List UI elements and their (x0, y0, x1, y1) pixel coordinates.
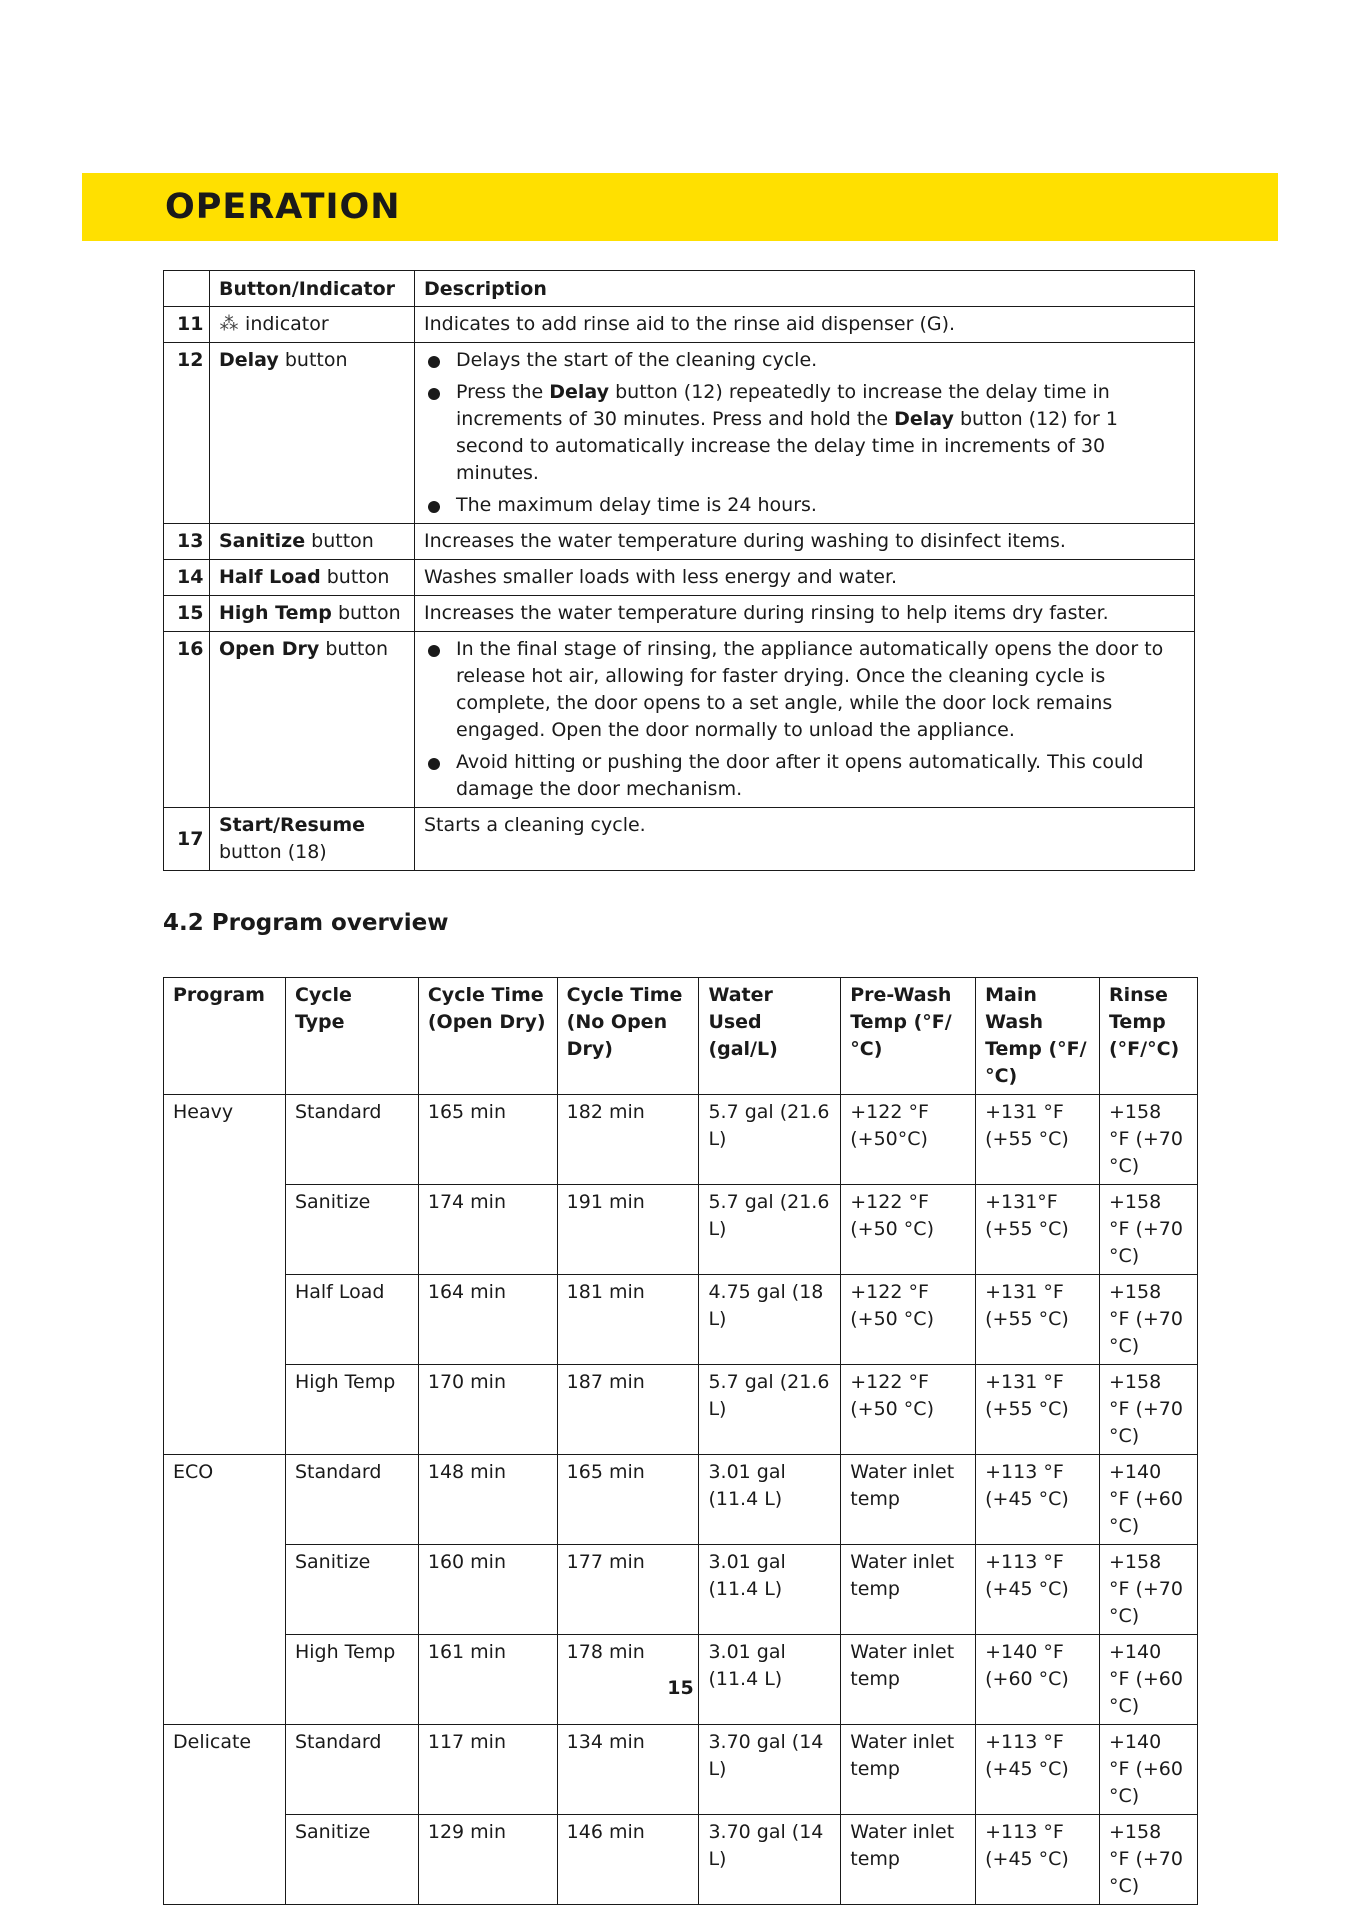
table-cell: Standard (285, 1095, 418, 1185)
bullet-item (424, 379, 1184, 487)
header-cell: Rinse Temp (°F/°C) (1100, 978, 1198, 1095)
table-cell: +140 °F (+60 °C) (976, 1635, 1100, 1725)
table-cell: +131 °F (+55 °C) (976, 1095, 1100, 1185)
table-cell: 3.01 gal (11.4 L) (699, 1635, 841, 1725)
table-cell: 187 min (557, 1365, 699, 1455)
table-row (164, 1275, 1198, 1365)
header-cell: Main Wash Temp (°F/°C) (976, 978, 1100, 1095)
table-cell: 191 min (557, 1185, 699, 1275)
table-cell: 3.01 gal (11.4 L) (699, 1545, 841, 1635)
table-row (164, 1455, 1198, 1545)
description-cell: Starts a cleaning cycle. (415, 808, 1195, 871)
button-label-suffix: indicator (245, 313, 329, 335)
table-row (164, 1815, 1198, 1905)
header-cell: Button/Indicator (210, 271, 415, 307)
indicator-row (164, 632, 1195, 808)
header-cell: Cycle Time (No Open Dry) (557, 978, 699, 1095)
text-part: button (12) repeatedly to increase the delay time in increments of 30 minutes. Press and hold the (456, 381, 1110, 430)
description-cell (415, 343, 1195, 524)
button-indicator-cell (210, 307, 415, 343)
table-cell: Standard (285, 1455, 418, 1545)
table-cell: Water inlet temp (841, 1635, 976, 1725)
table-cell: 148 min (418, 1455, 557, 1545)
header-cell: Description (415, 271, 1195, 307)
table-cell: 165 min (557, 1455, 699, 1545)
table-cell: 4.75 gal (18 L) (699, 1275, 841, 1365)
button-label-suffix: button (326, 566, 390, 588)
table-row (164, 1185, 1198, 1275)
header-cell: Cycle Type (285, 978, 418, 1095)
description-cell (415, 632, 1195, 808)
table-cell: Water inlet temp (841, 1455, 976, 1545)
bullet-item: The maximum delay time is 24 hours. (424, 492, 1184, 519)
table-cell: 117 min (418, 1725, 557, 1815)
table-cell: +140 °F (+60 °C) (1100, 1455, 1198, 1545)
table-cell: +158 °F (+70 °C) (1100, 1815, 1198, 1905)
table-cell: 165 min (418, 1095, 557, 1185)
program-name: Heavy (164, 1095, 286, 1455)
indicator-row (164, 524, 1195, 560)
bullet-item: Avoid hitting or pushing the door after it opens automatically. This could damage the door mechanism. (424, 749, 1184, 803)
table-cell: Sanitize (285, 1545, 418, 1635)
table-cell: 160 min (418, 1545, 557, 1635)
table-cell: 174 min (418, 1185, 557, 1275)
table-cell: Water inlet temp (841, 1815, 976, 1905)
table-cell: +158 °F (+70 °C) (1100, 1095, 1198, 1185)
button-indicator-cell (210, 596, 415, 632)
bold-term: Delay (894, 408, 954, 430)
button-indicator-cell (210, 560, 415, 596)
header-cell: Program (164, 978, 286, 1095)
button-name: High Temp (219, 602, 332, 624)
table-cell: +113 °F (+45 °C) (976, 1815, 1100, 1905)
table-cell: Half Load (285, 1275, 418, 1365)
bullet-item: Delays the start of the cleaning cycle. (424, 347, 1184, 374)
bullet-item: In the final stage of rinsing, the appliance automatically opens the door to release hot air, allowing for faster drying. Once the cleaning cycle is complete, the door opens to a set angle, while the door lock remains engaged. Open the door normally to unload the appliance. (424, 636, 1184, 744)
row-number: 16 (164, 632, 210, 808)
row-number: 17 (164, 808, 210, 871)
header-cell: Pre-Wash Temp (°F/°C) (841, 978, 976, 1095)
row-number: 15 (164, 596, 210, 632)
description-cell: Increases the water temperature during rinsing to help items dry faster. (415, 596, 1195, 632)
table-cell: 164 min (418, 1275, 557, 1365)
table-cell: 129 min (418, 1815, 557, 1905)
table-cell: +131 °F (+55 °C) (976, 1365, 1100, 1455)
table-cell: +158 °F (+70 °C) (1100, 1545, 1198, 1635)
indicator-table-header (164, 271, 1195, 307)
indicator-row (164, 560, 1195, 596)
table-cell: Water inlet temp (841, 1725, 976, 1815)
table-cell: 5.7 gal (21.6 L) (699, 1185, 841, 1275)
table-cell: 3.01 gal (11.4 L) (699, 1455, 841, 1545)
table-cell: +122 °F (+50°C) (841, 1095, 976, 1185)
table-cell: 3.70 gal (14 L) (699, 1725, 841, 1815)
table-cell: +113 °F (+45 °C) (976, 1725, 1100, 1815)
table-cell: Standard (285, 1725, 418, 1815)
bold-term: Delay (549, 381, 610, 403)
description-cell: Indicates to add rinse aid to the rinse aid dispenser (G). (415, 307, 1195, 343)
table-cell: +113 °F (+45 °C) (976, 1455, 1100, 1545)
description-cell: Increases the water temperature during washing to disinfect items. (415, 524, 1195, 560)
table-row (164, 1365, 1198, 1455)
indicator-row (164, 343, 1195, 524)
table-cell: Water inlet temp (841, 1545, 976, 1635)
table-cell: 146 min (557, 1815, 699, 1905)
table-row (164, 1095, 1198, 1185)
table-cell: +122 °F (+50 °C) (841, 1365, 976, 1455)
table-cell: 178 min (557, 1635, 699, 1725)
bullet-list (424, 636, 1184, 803)
table-cell: 134 min (557, 1725, 699, 1815)
section-banner (82, 173, 1278, 241)
page-number: 15 (667, 1677, 694, 1699)
header-cell: Cycle Time (Open Dry) (418, 978, 557, 1095)
table-cell: 181 min (557, 1275, 699, 1365)
button-label-suffix: button (311, 530, 374, 552)
button-indicator-cell (210, 524, 415, 560)
row-number: 13 (164, 524, 210, 560)
button-label-suffix: button (284, 349, 348, 371)
table-cell: 170 min (418, 1365, 557, 1455)
table-cell: Sanitize (285, 1185, 418, 1275)
rinse-aid-icon: ⁂ (219, 313, 239, 335)
table-cell: +131°F (+55 °C) (976, 1185, 1100, 1275)
table-cell: +113 °F (+45 °C) (976, 1545, 1100, 1635)
table-cell: 182 min (557, 1095, 699, 1185)
table-cell: 5.7 gal (21.6 L) (699, 1365, 841, 1455)
table-cell: 3.70 gal (14 L) (699, 1815, 841, 1905)
table-cell: +158 °F (+70 °C) (1100, 1185, 1198, 1275)
table-cell: +158 °F (+70 °C) (1100, 1365, 1198, 1455)
button-name: Start/Resume (219, 814, 366, 836)
button-indicator-cell (210, 632, 415, 808)
indicator-table (163, 270, 1195, 871)
button-name: Sanitize (219, 530, 306, 552)
table-cell: +140 °F (+60 °C) (1100, 1725, 1198, 1815)
table-cell: 177 min (557, 1545, 699, 1635)
button-indicator-cell (210, 343, 415, 524)
page-title: OPERATION (165, 187, 401, 227)
button-label-suffix: button (18) (219, 841, 327, 863)
button-indicator-cell (210, 808, 415, 871)
indicator-row (164, 596, 1195, 632)
header-cell (164, 271, 210, 307)
table-cell: High Temp (285, 1365, 418, 1455)
table-cell: +122 °F (+50 °C) (841, 1275, 976, 1365)
button-name: Delay (219, 349, 279, 371)
table-row (164, 1725, 1198, 1815)
header-cell: Water Used (gal/L) (699, 978, 841, 1095)
table-cell: Sanitize (285, 1815, 418, 1905)
program-name: Delicate (164, 1725, 286, 1905)
table-cell: 5.7 gal (21.6 L) (699, 1095, 841, 1185)
table-cell: +158 °F (+70 °C) (1100, 1275, 1198, 1365)
row-number: 12 (164, 343, 210, 524)
program-table (163, 977, 1198, 1905)
table-cell: +122 °F (+50 °C) (841, 1185, 976, 1275)
bullet-list (424, 347, 1184, 519)
program-table-header (164, 978, 1198, 1095)
table-row (164, 1545, 1198, 1635)
indicator-row (164, 808, 1195, 871)
program-name: ECO (164, 1455, 286, 1725)
indicator-row (164, 307, 1195, 343)
row-number: 11 (164, 307, 210, 343)
description-cell: Washes smaller loads with less energy and water. (415, 560, 1195, 596)
button-label-suffix: button (337, 602, 401, 624)
button-label-suffix: button (325, 638, 389, 660)
table-cell: 161 min (418, 1635, 557, 1725)
table-cell: +140 °F (+60 °C) (1100, 1635, 1198, 1725)
table-cell: +131 °F (+55 °C) (976, 1275, 1100, 1365)
section-title: 4.2 Program overview (163, 910, 449, 936)
text-part: button (12) for 1 second to automatically increase the delay time in increments of 30 minutes. (456, 408, 1118, 484)
button-name: Open Dry (219, 638, 320, 660)
text-part: Press the (456, 381, 550, 403)
table-cell: High Temp (285, 1635, 418, 1725)
button-name: Half Load (219, 566, 321, 588)
row-number: 14 (164, 560, 210, 596)
